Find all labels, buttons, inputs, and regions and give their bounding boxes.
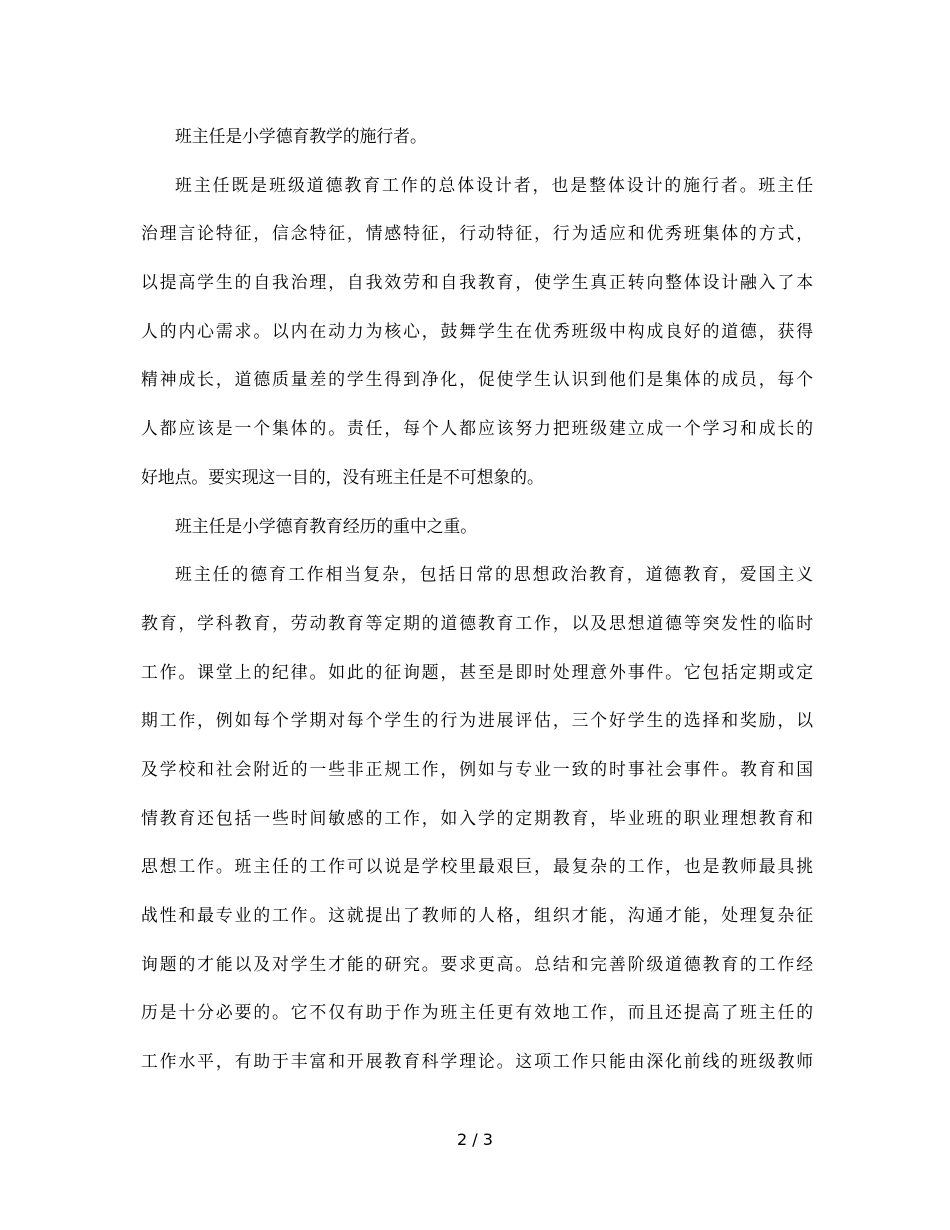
paragraph-heading: 班主任是小学德育教育经历的重中之重。 xyxy=(175,515,478,536)
paragraph-line: 人的内心需求。以内在动力为核心，鼓舞学生在优秀班级中构成良好的道德，获得 xyxy=(141,320,813,341)
paragraph-line: 班主任的德育工作相当复杂，包括日常的思想政治教育，道德教育，爱国主义 xyxy=(175,564,813,585)
paragraph-line: 思想工作。班主任的工作可以说是学校里最艰巨，最复杂的工作，也是教师最具挑 xyxy=(141,856,813,877)
paragraph-line: 教育，学科教育，劳动教育等定期的道德教育工作，以及思想道德等突发性的临时 xyxy=(141,612,813,633)
paragraph-line: 精神成长，道德质量差的学生得到净化，促使学生认识到他们是集体的成员，每个 xyxy=(141,369,813,390)
paragraph-line: 询题的才能以及对学生才能的研究。要求更高。总结和完善阶级道德教育的工作经 xyxy=(141,953,813,974)
paragraph-line: 班主任既是班级道德教育工作的总体设计者，也是整体设计的施行者。班主任 xyxy=(175,174,813,195)
paragraph-heading: 班主任是小学德育教学的施行者。 xyxy=(175,126,427,146)
paragraph-line: 及学校和社会附近的一些非正规工作，例如与专业一致的时事社会事件。教育和国 xyxy=(141,758,813,779)
paragraph-line: 期工作，例如每个学期对每个学生的行为进展评估，三个好学生的选择和奖励，以 xyxy=(141,710,813,731)
paragraph-line: 历是十分必要的。它不仅有助于作为班主任更有效地工作，而且还提高了班主任的 xyxy=(141,1002,813,1023)
paragraph-line: 治理言论特征，信念特征，情感特征，行动特征，行为适应和优秀班集体的方式， xyxy=(141,223,813,244)
paragraph-line: 工作水平，有助于丰富和开展教育科学理论。这项工作只能由深化前线的班级教师 xyxy=(141,1051,813,1072)
paragraph-line: 战性和最专业的工作。这就提出了教师的人格，组织才能，沟通才能，处理复杂征 xyxy=(141,905,813,925)
paragraph-line: 情教育还包括一些时间敏感的工作，如入学的定期教育，毕业班的职业理想教育和 xyxy=(141,807,813,828)
document-body xyxy=(141,126,813,1100)
paragraph-line: 好地点。要实现这一目的，没有班主任是不可想象的。 xyxy=(141,466,544,487)
paragraph-line: 以提高学生的自我治理，自我效劳和自我教育，使学生真正转向整体设计融入了本 xyxy=(141,272,813,293)
paragraph-line: 工作。课堂上的纪律。如此的征询题，甚至是即时处理意外事件。它包括定期或定 xyxy=(141,661,813,682)
paragraph-line: 人都应该是一个集体的。责任，每个人都应该努力把班级建立成一个学习和成长的 xyxy=(141,418,813,439)
page-number: 2 / 3 xyxy=(457,1130,493,1149)
